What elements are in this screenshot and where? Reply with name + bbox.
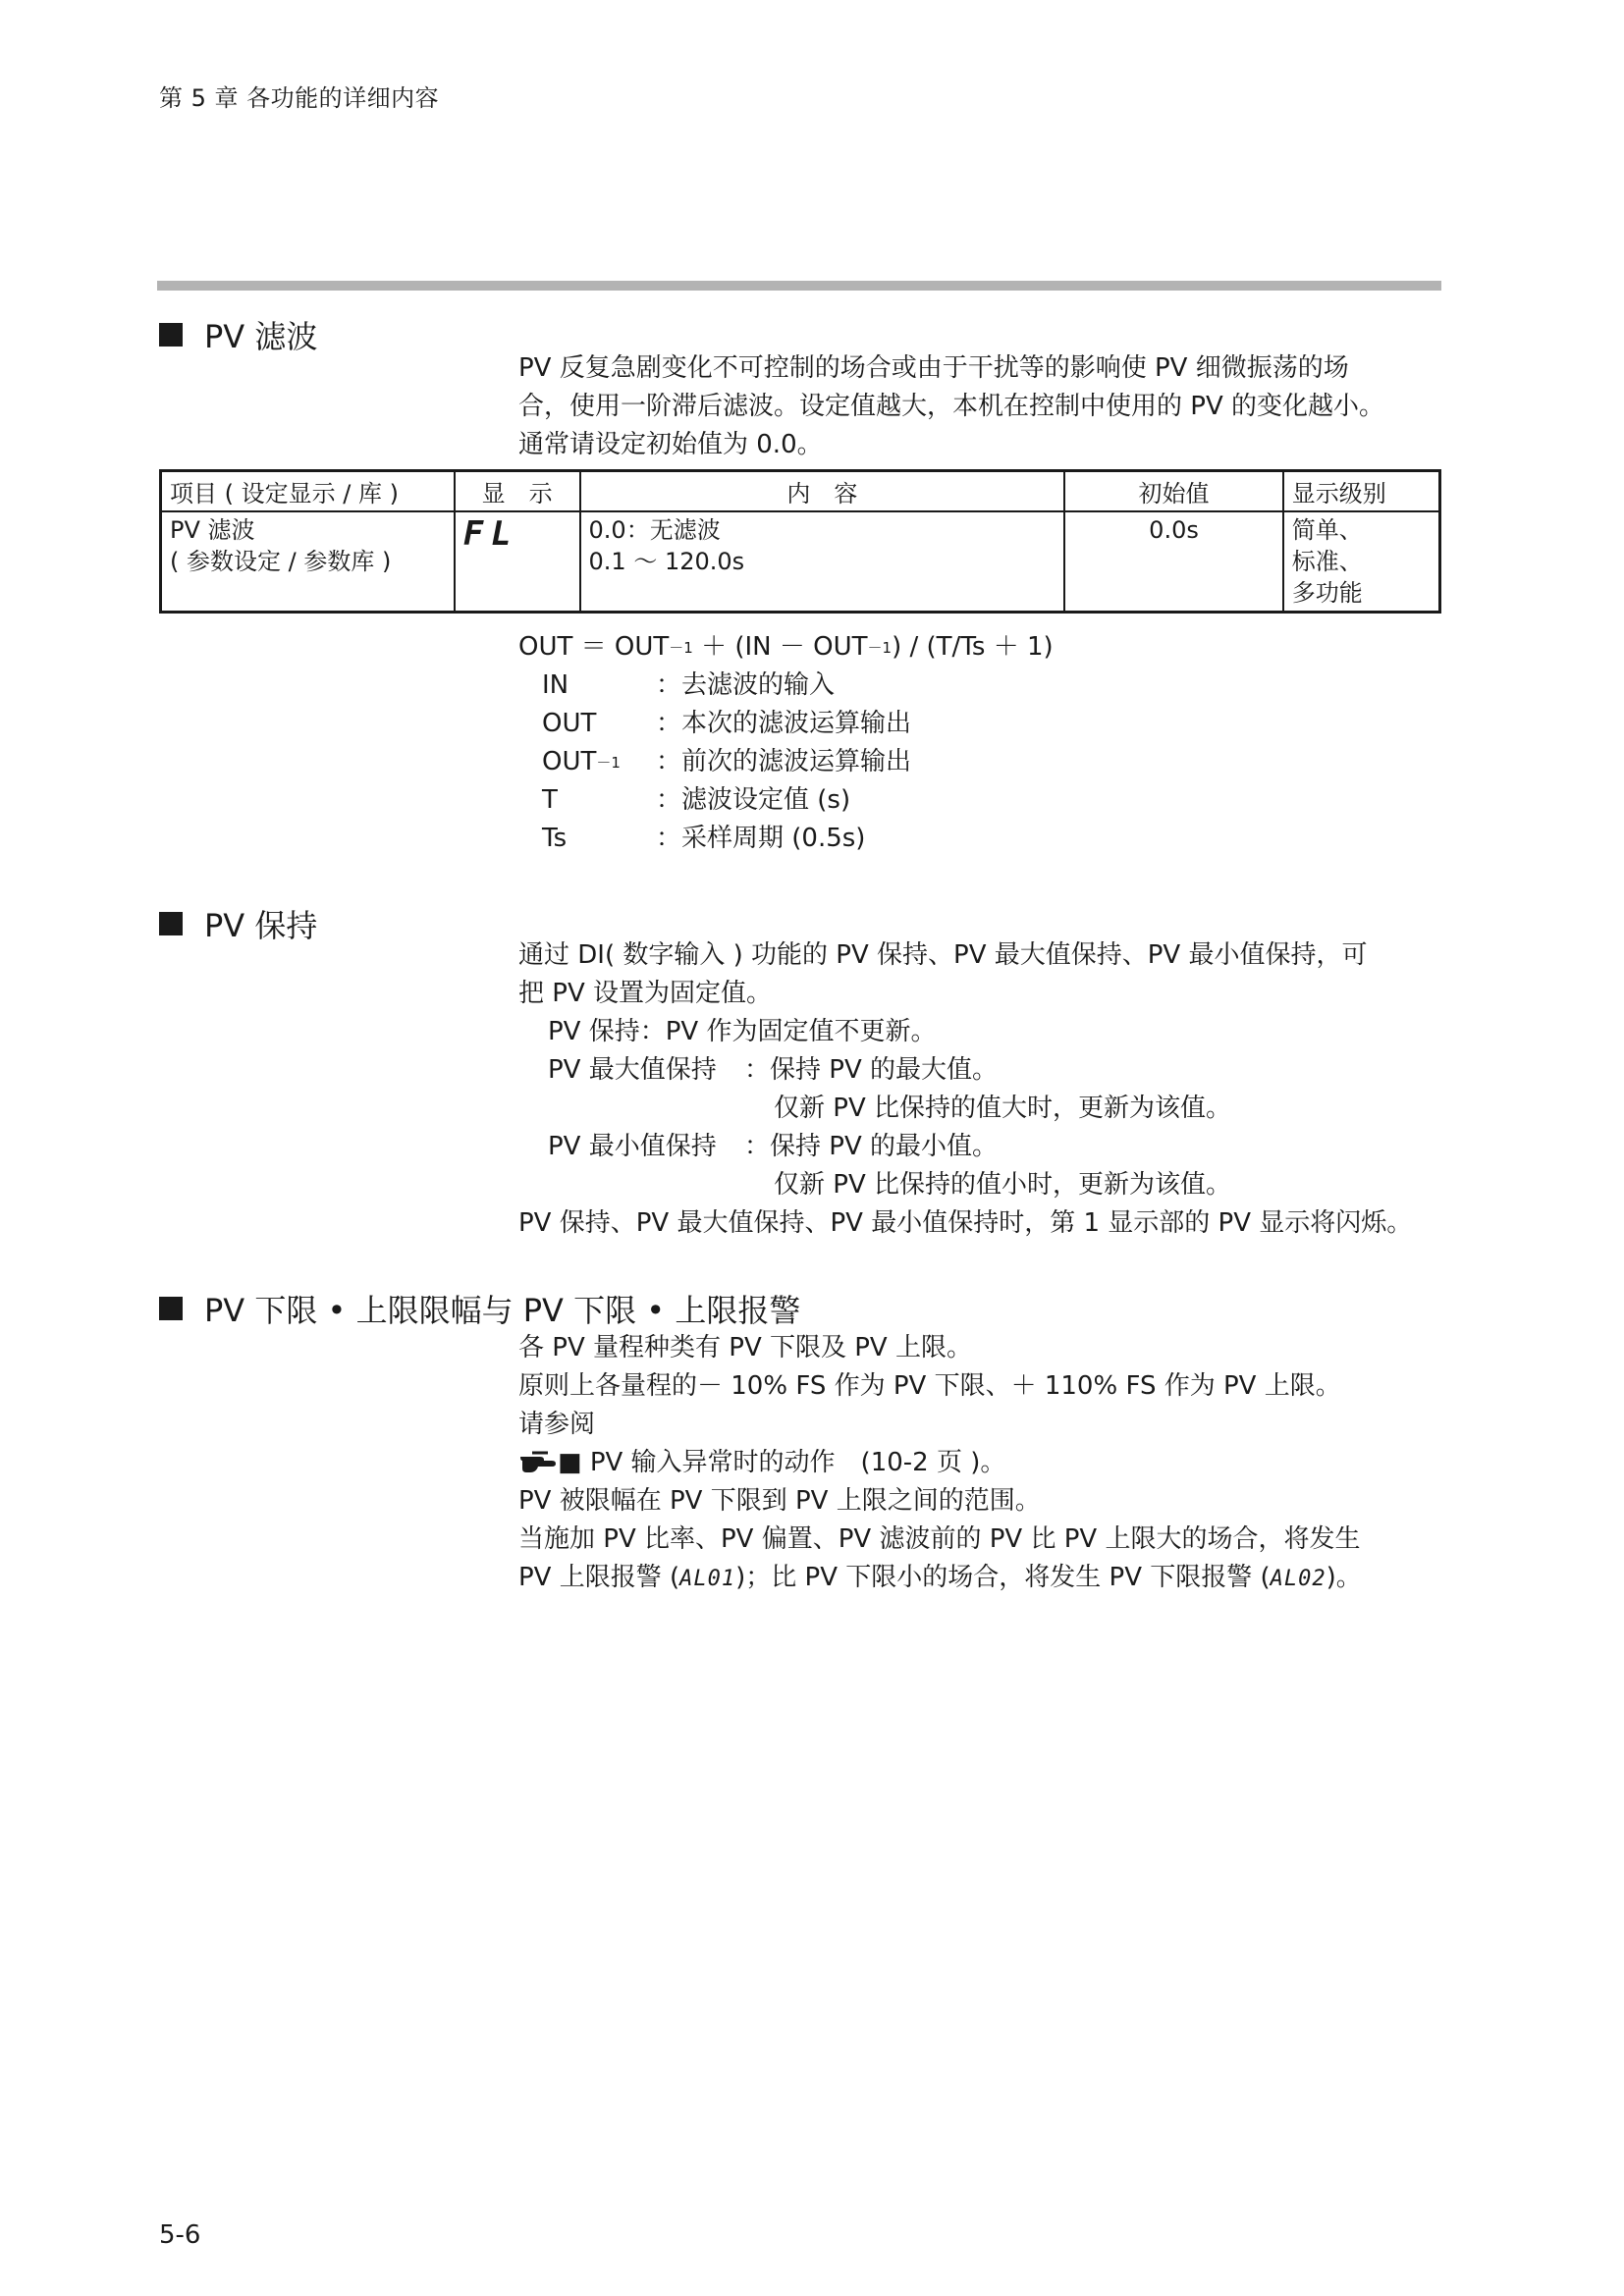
min-hold-line	[548, 1128, 1412, 1166]
segment-display-code: FL	[462, 514, 519, 554]
filter-formula-block	[518, 628, 1054, 858]
level-line: 多功能	[1291, 579, 1363, 607]
definition-row	[542, 705, 1054, 743]
pv-limit-body	[518, 1329, 1362, 1597]
formula-subscript: －1	[669, 639, 693, 657]
pointing-hand-icon	[518, 1449, 558, 1474]
max-hold-desc-2: 仅新 PV 比保持的值大时，更新为该值。	[774, 1094, 1231, 1123]
body-line: 当施加 PV 比率、PV 偏置、PV 滤波前的 PV 比 PV 上限大的场合，将发生	[518, 1524, 1361, 1554]
hold-note: PV 保持、PV 最大值保持、PV 最小值保持时，第 1 显示部的 PV 显示将闪烁。	[518, 1208, 1413, 1238]
section-heading-pv-hold	[159, 901, 317, 946]
def-key: T	[542, 785, 558, 815]
intro-line: 通过 DI( 数字输入 ) 功能的 PV 保持、PV 最大值保持、PV 最小值保持，可	[518, 940, 1368, 970]
formula-part: OUT ＝ OUT	[518, 632, 670, 662]
section-title: PV 下限 • 上限限幅与 PV 下限 • 上限报警	[204, 1292, 801, 1329]
def-desc: ：去滤波的输入	[656, 670, 836, 700]
level-line: 标准、	[1291, 548, 1363, 575]
section-divider	[157, 281, 1441, 291]
section-title: PV 滤波	[204, 318, 318, 355]
def-desc: ：采样周期 (0.5s)	[656, 824, 866, 853]
definition-row	[542, 820, 1054, 858]
def-key: OUT－1	[542, 747, 621, 776]
text-part: )；比 PV 下限小的场合，将发生 PV 下限报警 (	[735, 1563, 1271, 1592]
col-header-level: 显示级别	[1283, 471, 1440, 512]
formula-subscript: －1	[867, 639, 893, 657]
section-title: PV 保持	[204, 907, 318, 944]
content-line: 0.1 ～ 120.0s	[588, 548, 745, 575]
definition-row	[542, 667, 1054, 705]
alarm-code-high: AL01	[679, 1567, 736, 1591]
intro-line: 通常请设定初始值为 0.0。	[518, 430, 823, 459]
text-part: )。	[1326, 1563, 1362, 1592]
def-key: IN	[542, 670, 569, 700]
formula-part: ) / (T/Ts ＋ 1)	[892, 632, 1054, 662]
cell-level	[1283, 511, 1440, 613]
definition-row	[542, 781, 1054, 820]
alarm-line	[518, 1559, 1362, 1597]
cell-display	[455, 511, 580, 613]
min-hold-desc: ：保持 PV 的最小值。	[744, 1132, 998, 1161]
col-header-content: 内 容	[580, 471, 1065, 512]
reference-text: ■ PV 输入异常时的动作 (10-2 页 )。	[558, 1448, 1006, 1477]
def-key: OUT	[542, 709, 597, 738]
page-number: 5-6	[159, 2220, 201, 2250]
square-bullet-icon	[159, 323, 183, 347]
cell-content	[580, 511, 1065, 613]
square-bullet-icon	[159, 1297, 183, 1320]
body-line: 请参阅	[518, 1410, 596, 1439]
level-line: 简单、	[1291, 516, 1363, 544]
def-desc: ：前次的滤波运算输出	[656, 747, 912, 776]
min-hold-key: PV 最小值保持	[548, 1132, 717, 1161]
max-hold-line	[548, 1051, 1412, 1090]
cell-item	[161, 511, 455, 613]
pv-hold-body	[518, 936, 1412, 1243]
def-desc: ：本次的滤波运算输出	[656, 709, 912, 738]
min-hold-desc-2: 仅新 PV 比保持的值小时，更新为该值。	[774, 1170, 1231, 1200]
filter-formula	[518, 628, 1054, 667]
table-header-row	[161, 471, 1440, 512]
col-header-item: 项目 ( 设定显示 / 库 )	[161, 471, 455, 512]
parameter-table	[159, 469, 1441, 614]
intro-line: PV 反复急剧变化不可控制的场合或由于干扰等的影响使 PV 细微振荡的场	[518, 353, 1349, 383]
alarm-code-low: AL02	[1270, 1567, 1326, 1591]
pv-filter-intro	[518, 349, 1384, 464]
section-heading-pv-filter	[159, 312, 317, 357]
definition-row	[542, 743, 1054, 781]
item-location: ( 参数设定 / 参数库 )	[170, 548, 392, 575]
def-key: Ts	[542, 824, 568, 853]
chapter-header: 第 5 章 各功能的详细内容	[159, 84, 440, 112]
body-line: PV 被限幅在 PV 下限到 PV 上限之间的范围。	[518, 1486, 1041, 1516]
content-line: 0.0：无滤波	[588, 516, 721, 544]
formula-definitions	[542, 667, 1054, 858]
formula-part: ＋ (IN － OUT	[692, 632, 868, 662]
max-hold-desc: ：保持 PV 的最大值。	[744, 1055, 998, 1085]
item-name: PV 滤波	[170, 516, 255, 544]
cross-reference[interactable]	[518, 1444, 1362, 1482]
intro-line: 合，使用一阶滞后滤波。设定值越大，本机在控制中使用的 PV 的变化越小。	[518, 392, 1384, 421]
max-hold-key: PV 最大值保持	[548, 1055, 717, 1085]
hold-line: PV 保持：PV 作为固定值不更新。	[548, 1017, 937, 1046]
body-line: 各 PV 量程种类有 PV 下限及 PV 上限。	[518, 1333, 972, 1362]
table-row	[161, 511, 1440, 613]
def-desc: ：滤波设定值 (s)	[656, 785, 851, 815]
text-part: PV 上限报警 (	[518, 1563, 680, 1592]
col-header-display: 显 示	[455, 471, 580, 512]
section-heading-pv-limit	[159, 1286, 800, 1331]
body-line: 原则上各量程的－ 10% FS 作为 PV 下限、＋ 110% FS 作为 PV 上限。	[518, 1371, 1341, 1401]
cell-initial: 0.0s	[1064, 511, 1283, 613]
square-bullet-icon	[159, 912, 183, 935]
col-header-initial: 初始值	[1064, 471, 1283, 512]
intro-line: 把 PV 设置为固定值。	[518, 979, 772, 1008]
